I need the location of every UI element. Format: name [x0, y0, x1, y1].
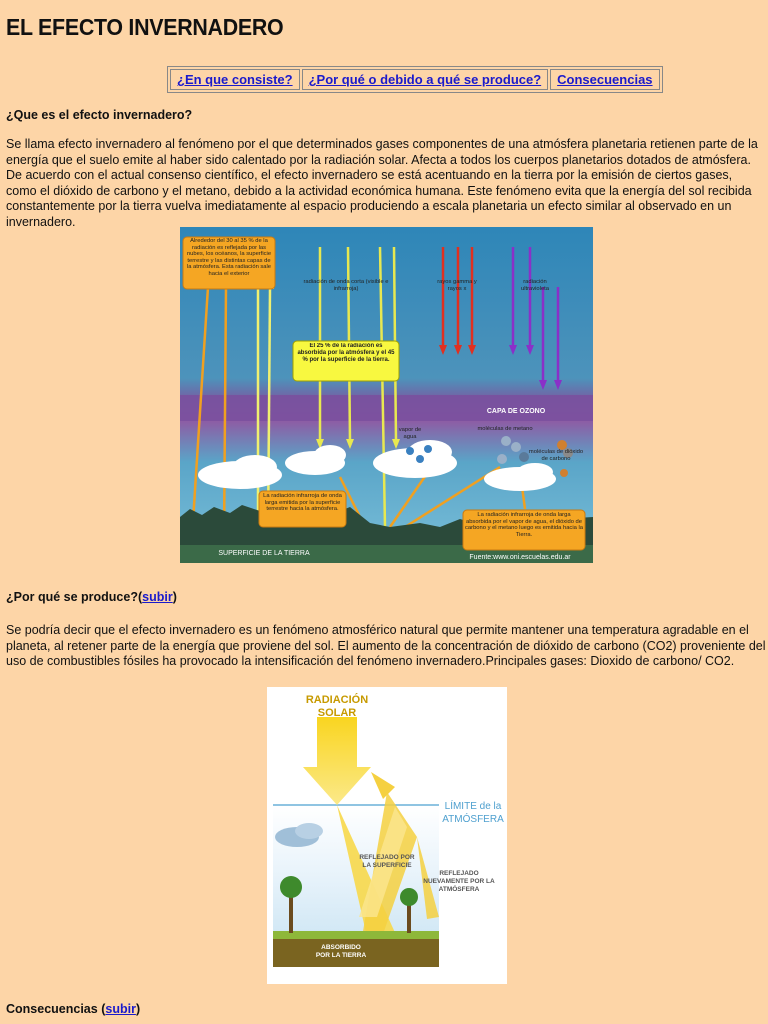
section2-paren-open: (: [137, 590, 143, 604]
section2-paragraph: Se podría decir que el efecto invernadero es un fenómeno atmosférico natural que permite mantener una temperatura agradable en el planeta, al retener parte de la energía que proviene del sol. El aumento de la concentración de dióxido de carbono (CO2) proveniente del uso de combustibles fósiles ha provocado la intensificación del fenómeno invernadero.Principales gases: Dioxido de carbono/ CO2.: [6, 623, 766, 669]
box-bottom-left-text: La radiación infrarroja de onda larga emitida por la superficie terrestre hacia la atmósfera.: [263, 493, 342, 513]
greenhouse-diagram-2: [267, 687, 507, 984]
section3-heading: Consecuencias: [6, 1002, 98, 1016]
source-label: Fuente:www.oni.escuelas.edu.ar: [469, 554, 571, 561]
page-title: EL EFECTO INVERNADERO: [6, 14, 284, 40]
nav-cell-produce: [302, 69, 549, 90]
reflected-surface-line1: REFLEJADO POR: [359, 854, 415, 861]
co2-label: moléculas de dióxido de carbono: [528, 449, 584, 462]
section1-paragraph: Se llama efecto invernadero al fenómeno por el que determinados gases componentes de una atmósfera planetaria retienen parte de la energía que el suelo emite al haber sido calentado por la radiación solar. Afecta a todos los cuerpos planetarios dotados de atmósfera. De acuerdo con el actual consenso científico, el efecto invernadero se está acentuando en la tierra por la emisión de ciertos gases, como el dióxido de carbono y el metano, debido a la actividad económica humana. Este fenómeno evita que la energía del sol recibida constantemente por la tierra vuelva imediatamente al espacio produciendo a escala planetaria un efecto similar al observado en un invernadero.: [6, 137, 758, 229]
section2-paren-close: ): [172, 590, 177, 604]
methane-label: moléculas de metano: [477, 426, 533, 432]
reflected-again-line1: REFLEJADO: [439, 870, 479, 877]
solar-line2: SOLAR: [317, 707, 357, 719]
nav-cell-consecuencias: [550, 69, 659, 90]
section1-heading: ¿Que es el efecto invernadero?: [6, 108, 193, 122]
greenhouse-diagram-1: [180, 227, 593, 563]
absorbed-line2: POR LA TIERRA: [315, 952, 367, 959]
ozone-label: CAPA DE OZONO: [486, 408, 546, 415]
box-center-text: El 25 % de la radiación es absorbida por la atmósfera y el 45 % por la superficie de la tierra.: [297, 343, 395, 363]
reflected-again-line3: ATMÓSFERA: [438, 886, 480, 893]
limit-line2: ATMÓSFERA: [442, 814, 504, 825]
nav-table: [167, 66, 663, 93]
label-uv: radiación ultravioleta: [520, 279, 550, 292]
solar-line1: RADIACIÓN: [305, 694, 369, 706]
section3-heading-line: [6, 1002, 140, 1016]
section2-up-link[interactable]: subir: [142, 590, 173, 604]
section3-paren-close: ): [135, 1002, 141, 1016]
section3-paren-open: (: [101, 1002, 106, 1016]
reflected-surface-line2: LA SUPERFICIE: [362, 862, 412, 869]
nav-cell-consiste: [170, 69, 300, 90]
reflected-again-line2: NUEVAMENTE POR LA: [423, 878, 495, 885]
box-top-left-text: Alrededor del 30 al 35 % de la radiación es reflejada por las nubes, los océanos, la superficie terrestre y las distintas capas de la atmósfera. Esta radiación sale hacia el exterior: [186, 238, 272, 277]
limit-line1: LÍMITE de la: [444, 801, 502, 812]
section2-heading-line: [6, 590, 177, 604]
section3-up-link[interactable]: subir: [105, 1002, 136, 1016]
nav-link-produce[interactable]: ¿Por qué o debido a qué se produce?: [308, 72, 542, 87]
box-bottom-right-text: La radiación infrarroja de onda larga absorbida por el vapor de agua, el dióxido de carbono y el metano luego es emitida hacia la Tierra.: [465, 512, 583, 538]
nav-link-consiste[interactable]: ¿En que consiste?: [177, 72, 293, 87]
label-gamma: rayos gamma y rayos x: [437, 279, 477, 292]
label-short-wave: radiación de onda corta (visible e infrarroja): [303, 279, 389, 292]
section2-heading: ¿Por qué se produce?: [6, 590, 138, 604]
vapor-label: vapor de agua: [398, 427, 422, 440]
nav-link-consecuencias[interactable]: Consecuencias: [557, 72, 653, 87]
absorbed-line1: ABSORBIDO: [321, 944, 361, 951]
surface-label: SUPERFICIE DE LA TIERRA: [218, 550, 310, 557]
